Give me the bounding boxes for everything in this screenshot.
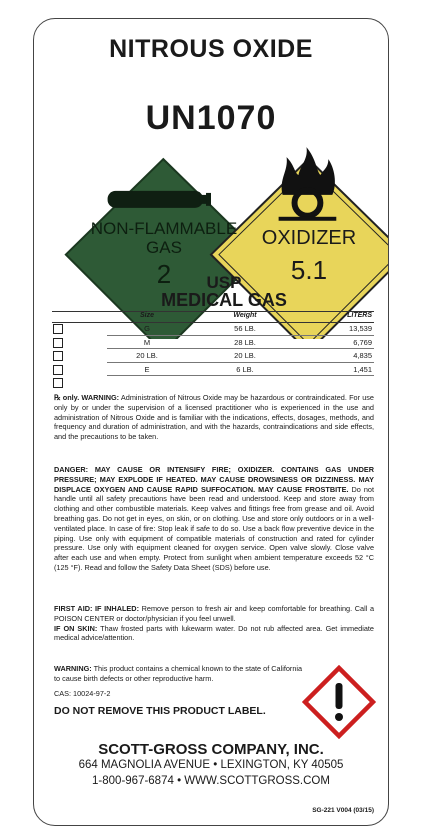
oxidizer-text: OXIDIZER (261, 227, 357, 249)
checkbox[interactable] (53, 351, 63, 361)
table-row (52, 349, 374, 363)
table-row (52, 322, 374, 336)
firstaid-text: Remove person to fresh air and keep comfortable for breathing. Call a POISON CENTER or doctor/physician if you feel unwell. (54, 604, 374, 623)
table-row (52, 376, 374, 390)
company-phone: 1-800-967-6874 • WWW.SCOTTGROSS.COM (92, 775, 330, 787)
row-weight: 56 LB. (234, 324, 256, 333)
first-aid (54, 604, 374, 643)
table-header (52, 312, 374, 322)
table-row (52, 336, 374, 350)
row-size: E (144, 364, 150, 374)
gas-text: GAS (146, 238, 182, 257)
warning-text: This product contains a chemical known to the state of California to cause birth defects or other reproductive harm. (54, 664, 303, 683)
rx-lead: ℞ only. WARNING: (54, 393, 120, 402)
row-liters: 6,769 (353, 337, 372, 347)
size-table (52, 312, 374, 390)
label-code: SG-221 V004 (03/15) (312, 807, 374, 814)
row-size: 20 LB. (136, 351, 158, 360)
product-title: NITROUS OXIDE (109, 35, 313, 63)
exclamation-mark-icon (302, 665, 376, 739)
row-weight: 6 LB. (236, 364, 254, 374)
row-liters: 13,539 (349, 324, 372, 333)
medical-gas-text: MEDICAL GAS (161, 290, 287, 310)
row-liters: 4,835 (353, 351, 372, 360)
header-size: Size (139, 312, 154, 319)
header-liters: LITERS (347, 312, 372, 319)
company-name: SCOTT-GROSS COMPANY, INC. (98, 741, 324, 758)
danger-lead: DANGER: MAY CAUSE OR INTENSIFY FIRE; OXIDIZER. CONTAINS GAS UNDER PRESSURE; MAY EXPLODE IF HEATED. MAY CAUSE DROWSINESS OR DIZZINESS. MAY DISPLACE OXYGEN AND CAUSE RAPID SUFFOCATION. MAY CAUSE FROSTBITE. (54, 465, 374, 494)
skin-lead: IF ON SKIN: (54, 623, 98, 633)
firstaid-lead: FIRST AID: IF INHALED: (54, 604, 139, 613)
danger-statement (54, 465, 374, 573)
checkbox[interactable] (53, 365, 63, 375)
warning-lead: WARNING: (54, 664, 92, 673)
row-liters: 1,451 (353, 364, 372, 374)
nonflammable-class: 2 (156, 259, 172, 289)
checkbox[interactable] (53, 324, 63, 334)
table-row (52, 363, 374, 377)
row-size: G (144, 324, 150, 333)
do-not-remove-notice: DO NOT REMOVE THIS PRODUCT LABEL. (54, 705, 266, 717)
usp-text: USP (206, 273, 242, 292)
danger-text: Do not handle until all safety precautions have been read and understood. Keep and store away from clothing and other combustible materials. Keep valves and fittings free from grease and oil. Avoid breathing gas. Do not get in eyes, on skin, or on clothing. Use and store only outdoors or in a well-ventilated place. In case of fire: Stop leak if safe to do so. Use a back flow preventive device in the piping. Use only with equipment of compatible materials of construction and rated for cylinder pressure. Use only with equipment cleaned for oxygen service. Open valve slowly. Close valve after each use and when empty. Protect from sunlight when ambient temperature exceeds 52 °C (125 °F). Read and follow the Safety Data Sheet (SDS) before use. (54, 484, 374, 572)
rx-warning (54, 393, 374, 442)
prop65-warning (54, 664, 304, 684)
rx-text: Administration of Nitrous Oxide may be hazardous or contraindicated. For use only by or under the supervision of a licensed practitioner who is experienced in the use and administration of Nitrous Oxide and is familiar with the indications, effects, dosages, methods, and frequency and duration of administration, and with the hazards, contraindications and side effects, and the precautions to be taken. (54, 393, 374, 442)
nonflammable-text: NON-FLAMMABLE (90, 219, 238, 238)
row-weight: 28 LB. (234, 337, 256, 347)
product-label (33, 18, 389, 826)
checkbox[interactable] (53, 338, 63, 348)
company-address: 664 MAGNOLIA AVENUE • LEXINGTON, KY 40505 (78, 759, 344, 771)
skin-text: Thaw frosted parts with lukewarm water. Do not rub affected area. Get immediate medical advice/attention. (54, 623, 374, 643)
checkbox[interactable] (53, 378, 63, 388)
row-weight: 20 LB. (234, 351, 256, 360)
gas-cylinder-icon (108, 191, 211, 208)
cas-number: CAS: 10024-97-2 (54, 689, 111, 698)
oxidizer-class: 5.1 (290, 255, 328, 285)
header-weight: Weight (233, 312, 257, 319)
row-size: M (143, 337, 151, 347)
un-number: UN1070 (145, 99, 277, 137)
